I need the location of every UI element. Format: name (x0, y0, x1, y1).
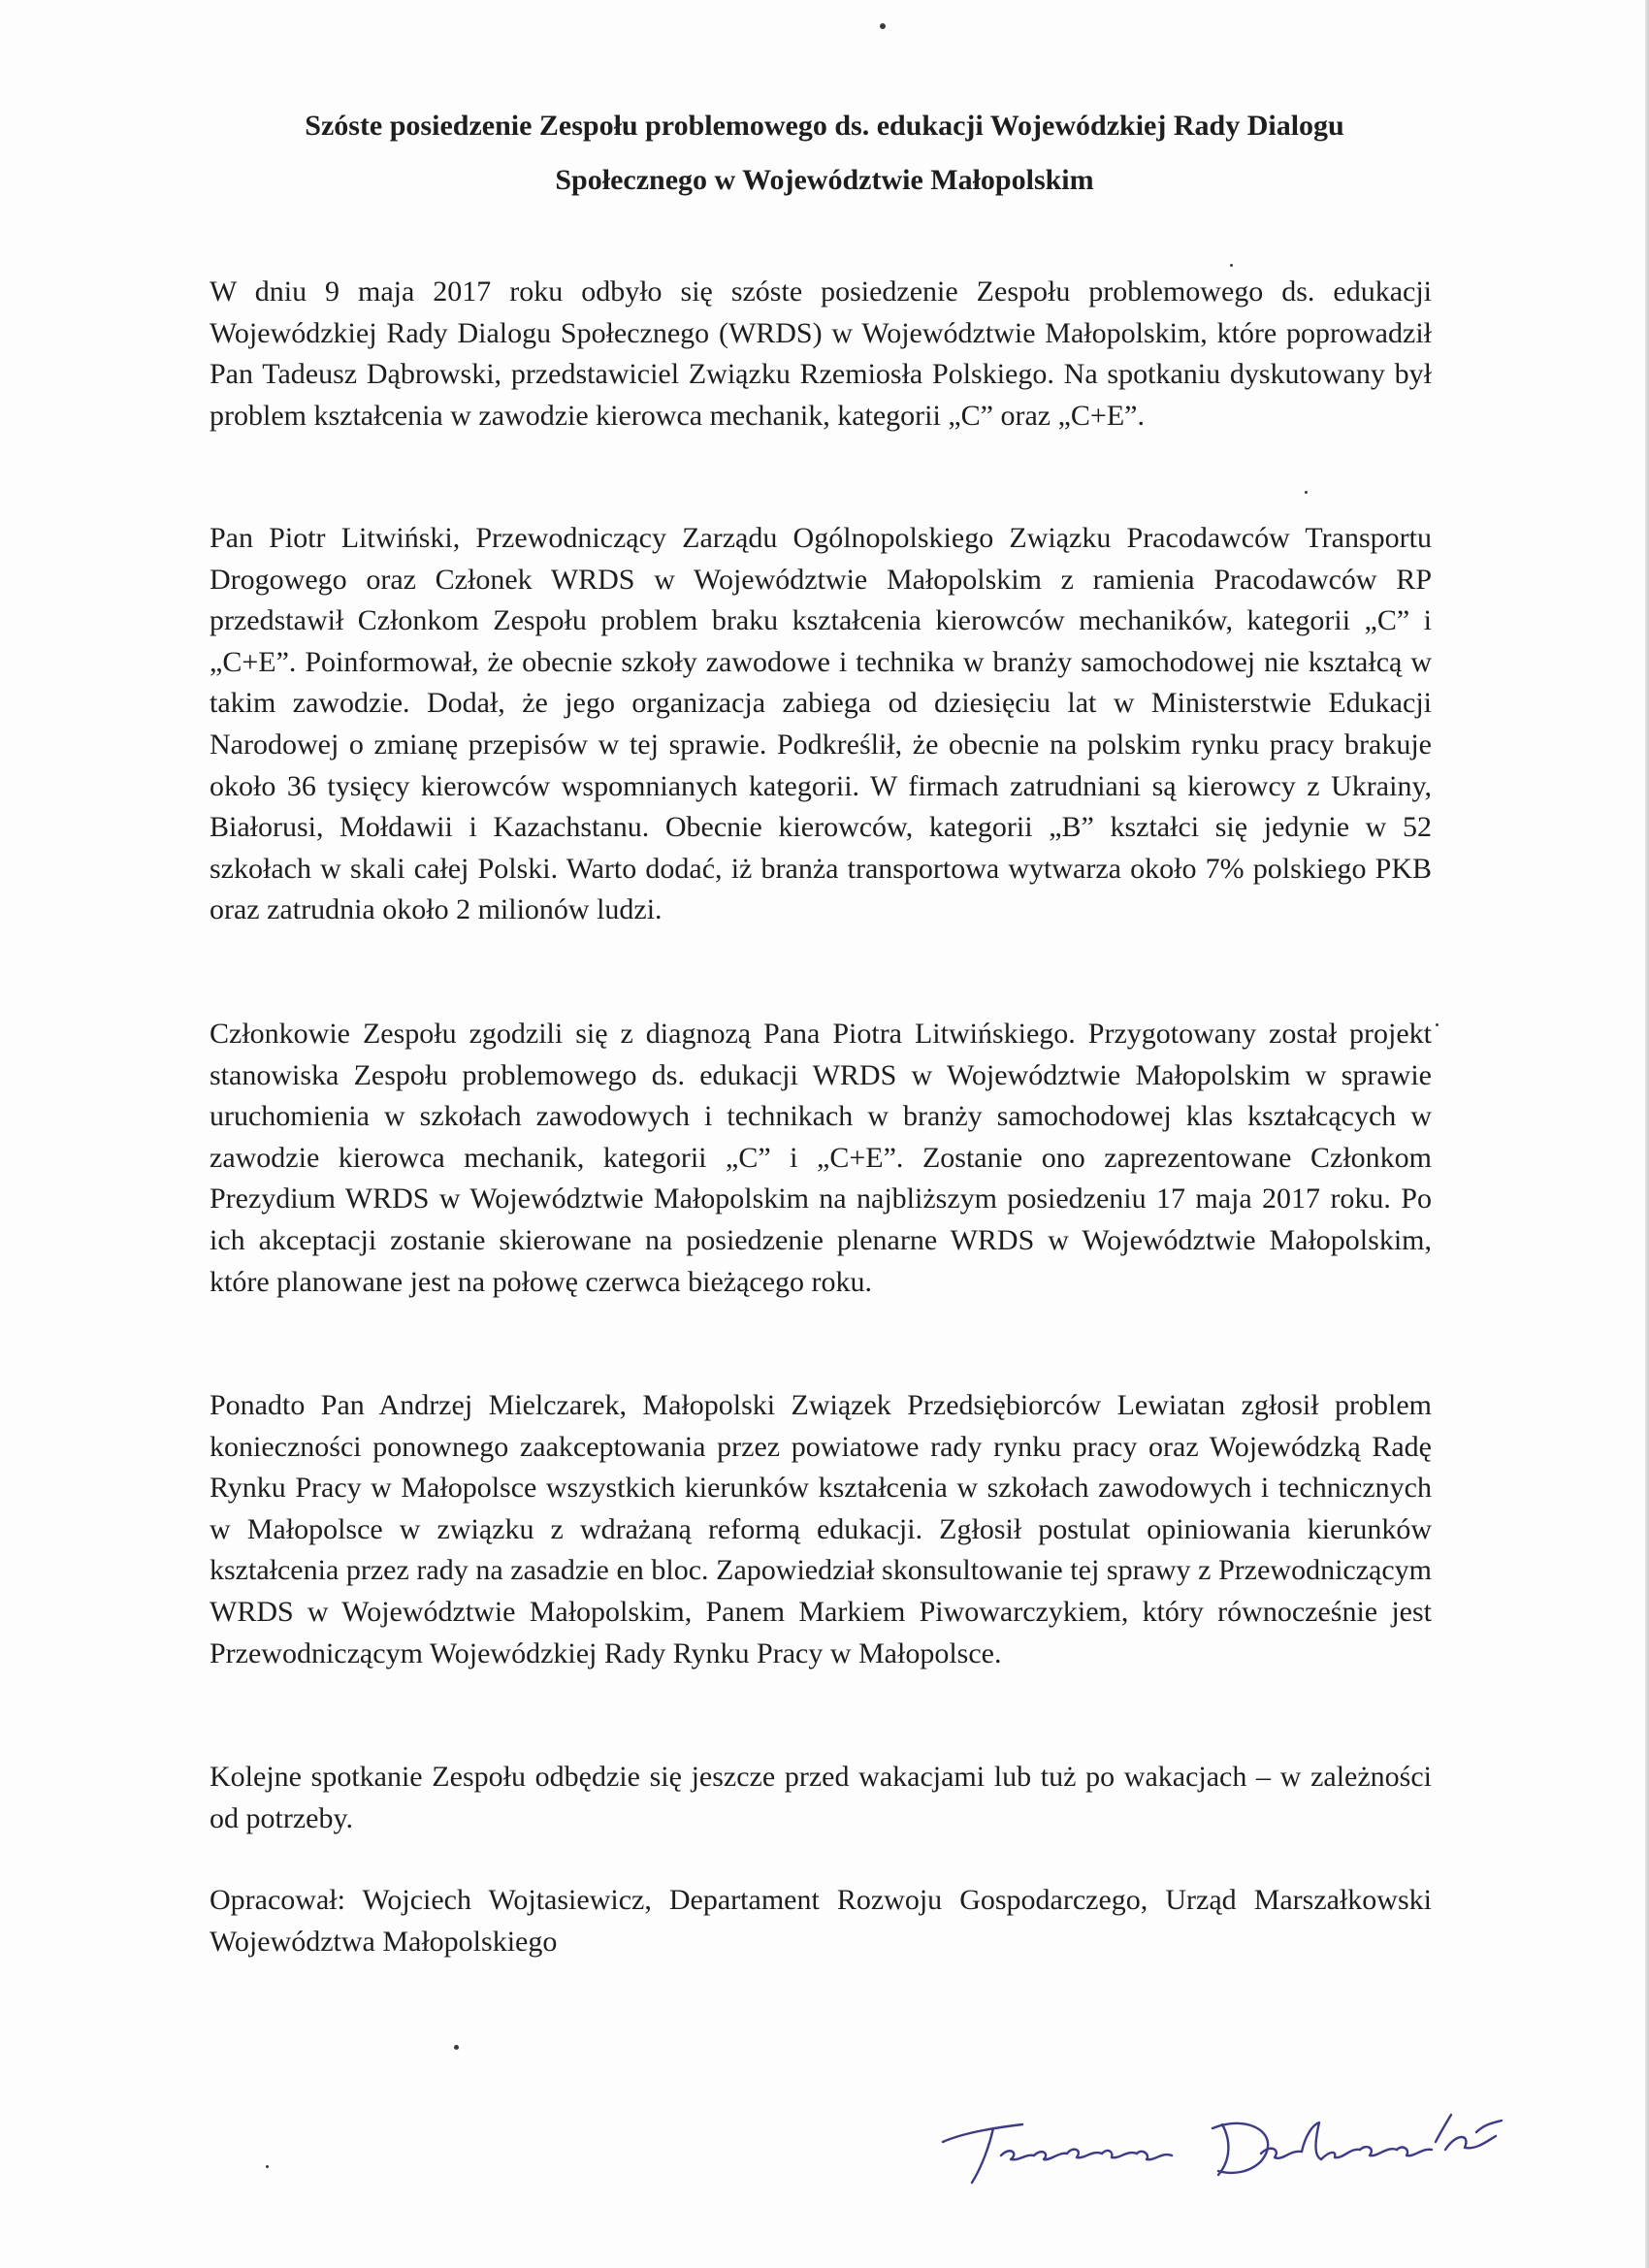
scan-speck (880, 23, 886, 29)
scan-speck (1230, 264, 1233, 267)
paragraph-2: Pan Piotr Litwiński, Przewodniczący Zarządu Ogólnopolskiego Związku Pracodawców Transportu Drogowego oraz Członek WRDS w Województwie Małopolskim z ramienia Pracodawców RP przedstawił Członkom Zespołu problem braku kształcenia kierowców mechaników, kategorii „C” i „C+E”. Poinformował, że obecnie szkoły zawodowe i technika w branży samochodowej nie kształcą w takim zawodzie. Dodał, że jego organizacja zabiega od dziesięciu lat w Ministerstwie Edukacji Narodowej o zmianę przepisów w tej sprawie. Podkreślił, że obecnie na polskim rynku pracy brakuje około 36 tysięcy kierowców wspomnianych kategorii. W firmach zatrudniani są kierowcy z Ukrainy, Białorusi, Mołdawii i Kazachstanu. Obecnie kierowców, kategorii „B” kształci się jedynie w 52 szkołach w skali całej Polski. Warto dodać, iż branża transportowa wytwarza około 7% polskiego PKB oraz zatrudnia około 2 milionów ludzi. (210, 522, 1432, 926)
document-title-line2: Społecznego w Województwie Małopolskim (555, 164, 1094, 196)
scan-speck (266, 2165, 269, 2168)
scan-speck (1305, 491, 1308, 494)
scan-edge (1645, 0, 1649, 2268)
paragraph-1: W dniu 9 maja 2017 roku odbyło się szóste posiedzenie Zespołu problemowego ds. edukacji Wojewódzkiej Rady Dialogu Społecznego (WRDS) w Województwie Małopolskim, które poprowadził Pan Tadeusz Dąbrowski, przedstawiciel Związku Rzemiosła Polskiego. Na spotkaniu dyskutowany był problem kształcenia w zawodzie kierowca mechanik, kategorii „C” oraz „C+E”. (210, 275, 1432, 432)
scan-speck (1436, 1023, 1439, 1026)
paragraph-3: Członkowie Zespołu zgodzili się z diagnozą Pana Piotra Litwińskiego. Przygotowany został projekt stanowiska Zespołu problemowego ds. edukacji WRDS w Województwie Małopolskim w sprawie uruchomienia w szkołach zawodowych i technikach w branży samochodowej klas kształcących w zawodzie kierowca mechanik, kategorii „C” i „C+E”. Zostanie ono zaprezentowane Członkom Prezydium WRDS w Województwie Małopolskim na najbliższym posiedzeniu 17 maja 2017 roku. Po ich akceptacji zostanie skierowane na posiedzenie plenarne WRDS w Województwie Małopolskim, które planowane jest na połowę czerwca bieżącego roku. (210, 1018, 1432, 1298)
paragraph-5: Kolejne spotkanie Zespołu odbędzie się jeszcze przed wakacjami lub tuż po wakacjach – w zależności od potrzeby. (210, 1761, 1432, 1834)
handwritten-signature (922, 2086, 1523, 2192)
paragraph-author: Opracował: Wojciech Wojtasiewicz, Departament Rozwoju Gospodarczego, Urząd Marszałkowski Województwa Małopolskiego (210, 1884, 1432, 1958)
document-title-line1: Szóste posiedzenie Zespołu problemowego ds. edukacji Wojewódzkiej Rady Dialogu (305, 110, 1344, 142)
paragraph-4: Ponadto Pan Andrzej Mielczarek, Małopolski Związek Przedsiębiorców Lewiatan zgłosił problem konieczności ponownego zaakceptowania przez powiatowe rady rynku pracy oraz Wojewódzką Radę Rynku Pracy w Małopolsce wszystkich kierunków kształcenia w szkołach zawodowych i technicznych w Małopolsce w związku z wdrażaną reformą edukacji. Zgłosił postulat opiniowania kierunków kształcenia przez rady na zasadzie en bloc. Zapowiedział skonsultowanie tej sprawy z Przewodniczącym WRDS w Województwie Małopolskim, Panem Markiem Piwowarczykiem, który równocześnie jest Przewodniczącym Wojewódzkiej Rady Rynku Pracy w Małopolsce. (210, 1389, 1432, 1669)
scan-speck (454, 2045, 459, 2050)
